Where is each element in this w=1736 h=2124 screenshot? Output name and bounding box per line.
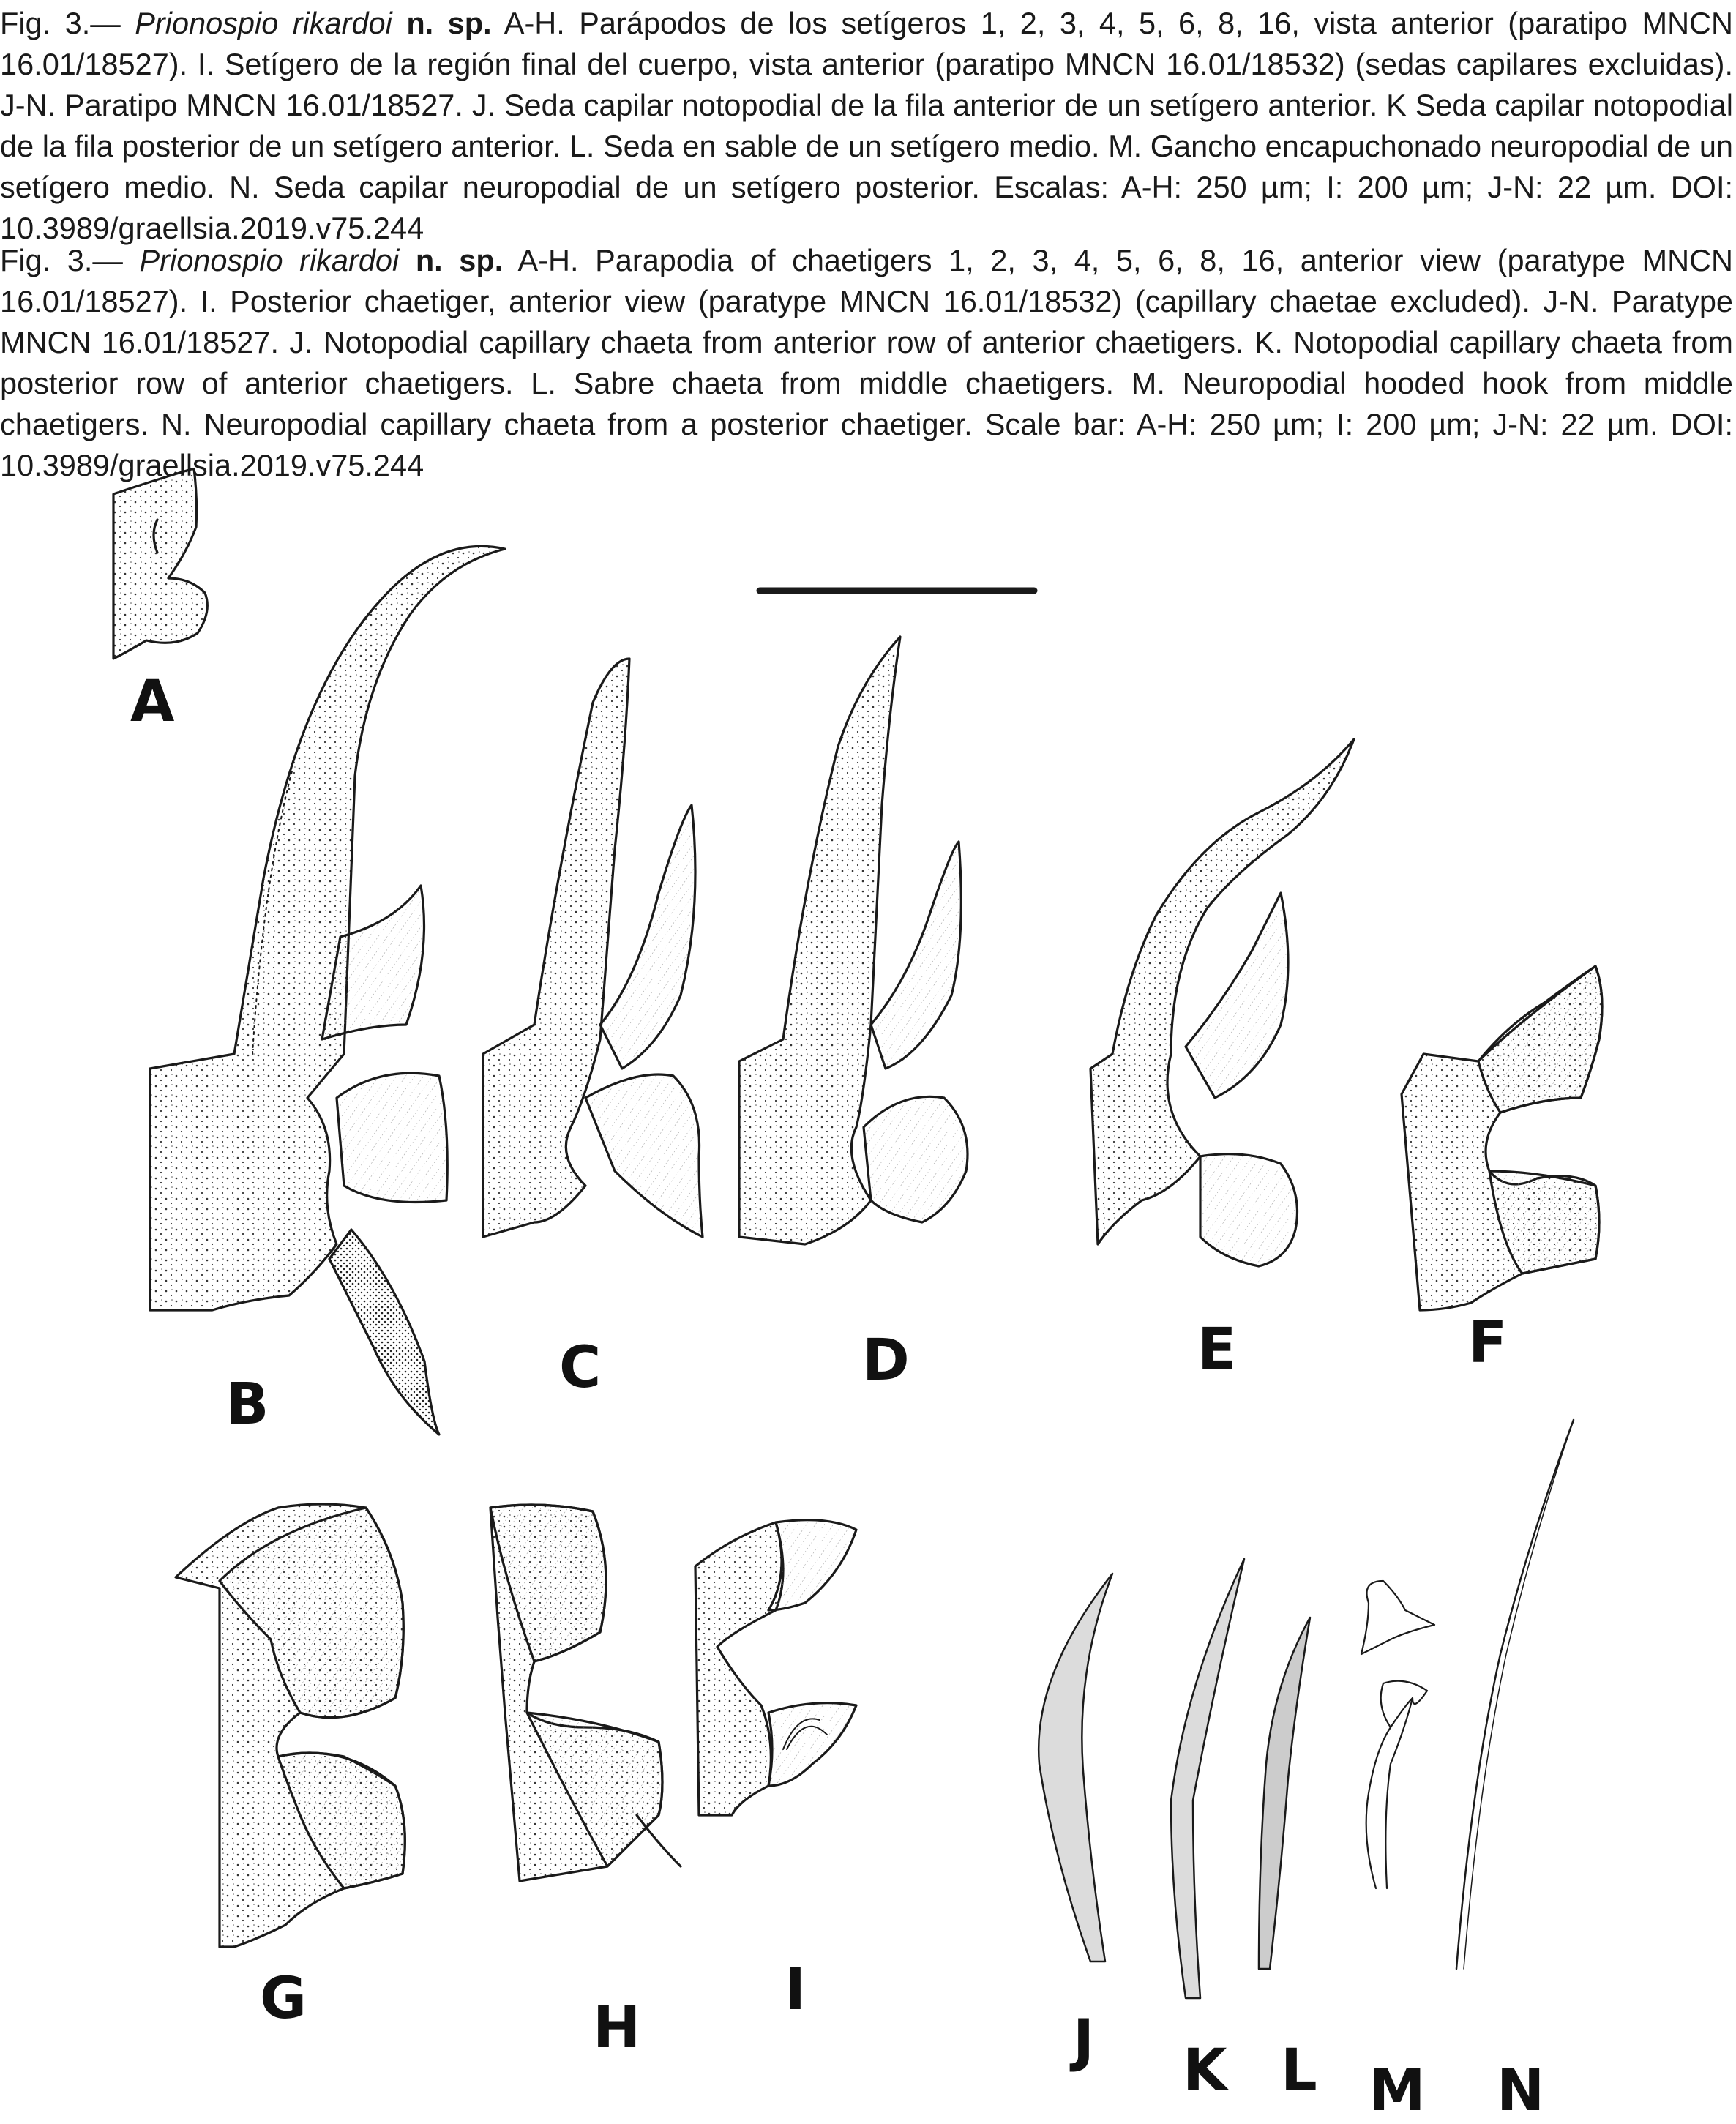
panel-label-i: I <box>785 1957 807 2023</box>
parapodium-b <box>150 546 505 1435</box>
caption-english <box>0 240 1733 486</box>
parapodium-i <box>695 1520 856 1815</box>
fig-label-es: Fig. 3.— <box>0 6 121 40</box>
panel-label-b: B <box>225 1372 269 1437</box>
panel-label-a: A <box>130 669 175 735</box>
parapodium-c <box>483 659 703 1237</box>
panel-label-m: M <box>1369 2058 1426 2124</box>
parapodium-d <box>739 637 968 1244</box>
species-name-es: Prionospio rikardoi <box>135 6 392 40</box>
panel-label-g: G <box>260 1966 307 2032</box>
chaeta-k <box>1171 1559 1244 1998</box>
panel-label-f: F <box>1468 1310 1508 1376</box>
parapodium-f <box>1402 966 1602 1310</box>
chaeta-m <box>1361 1581 1434 1888</box>
parapodium-e <box>1090 739 1354 1266</box>
panel-label-l: L <box>1281 2038 1317 2104</box>
caption-text-en: A-H. Parapodia of chaetigers 1, 2, 3, 4, 5, 6, 8, 16, anterior view (paratype MNCN 16.01/18527). I. Posterior chaetiger, anterior view (paratype MNCN 16.01/18532) (capillary chaetae excluded). J-N. Paratype MNCN 16.01/18527. J. Notopodial capillary chaeta from anterior row of anterior chaetigers. K. Notopodial capillary chaeta from posterior row of anterior chaetigers. L. Sabre chaeta from middle chaetigers. M. Neuropodial hooded hook from middle chaetigers. N. Neuropodial capillary chaeta from a posterior chaetiger. Scale bar: A-H: 250 µm; I: 200 µm; J-N: 22 µm. DOI: 10.3989/graellsia.2019.v75.244 <box>0 243 1734 482</box>
panel-label-d: D <box>862 1328 910 1394</box>
chaeta-j <box>1039 1574 1112 1962</box>
caption-spanish <box>0 3 1733 249</box>
fig-label-en: Fig. 3.— <box>0 243 123 277</box>
chaeta-n-inner <box>1464 1420 1574 1969</box>
caption-text-es: A-H. Parápodos de los setígeros 1, 2, 3, 4, 5, 6, 8, 16, vista anterior (paratipo MNCN 16.01/18527). I. Setígero de la región final del cuerpo, vista anterior (paratipo MNCN 16.01/18532) (sedas capilares excluidas). J-N. Paratipo MNCN 16.01/18527. J. Seda capilar notopodial de la fila anterior de un setígero anterior. K Seda capilar notopodial de la fila posterior de un setígero anterior. L. Seda en sable de un setígero medio. M. Gancho encapuchonado neuropodial de un setígero medio. N. Seda capilar neuropodial de un setígero posterior. Escalas: A-H: 250 µm; I: 200 µm; J-N: 22 µm. DOI: 10.3989/graellsia.2019.v75.244 <box>0 6 1733 245</box>
figure-plate <box>0 468 1736 2124</box>
panel-label-e: E <box>1197 1317 1237 1383</box>
illustration-drawing <box>0 468 1736 2117</box>
new-species-mark-es: n. sp. <box>406 6 492 40</box>
panel-label-j: J <box>1073 2008 1095 2074</box>
parapodium-h <box>490 1505 681 1881</box>
new-species-mark-en: n. sp. <box>415 243 504 277</box>
parapodium-a <box>113 468 207 659</box>
panel-label-n: N <box>1497 2058 1545 2124</box>
panel-label-k: K <box>1183 2038 1227 2104</box>
species-name-en: Prionospio rikardoi <box>139 243 400 277</box>
panel-label-c: C <box>559 1335 602 1401</box>
parapodium-g <box>176 1504 405 1947</box>
chaeta-n <box>1456 1420 1574 1969</box>
panel-label-h: H <box>593 1995 641 2061</box>
chaeta-l <box>1259 1618 1310 1969</box>
